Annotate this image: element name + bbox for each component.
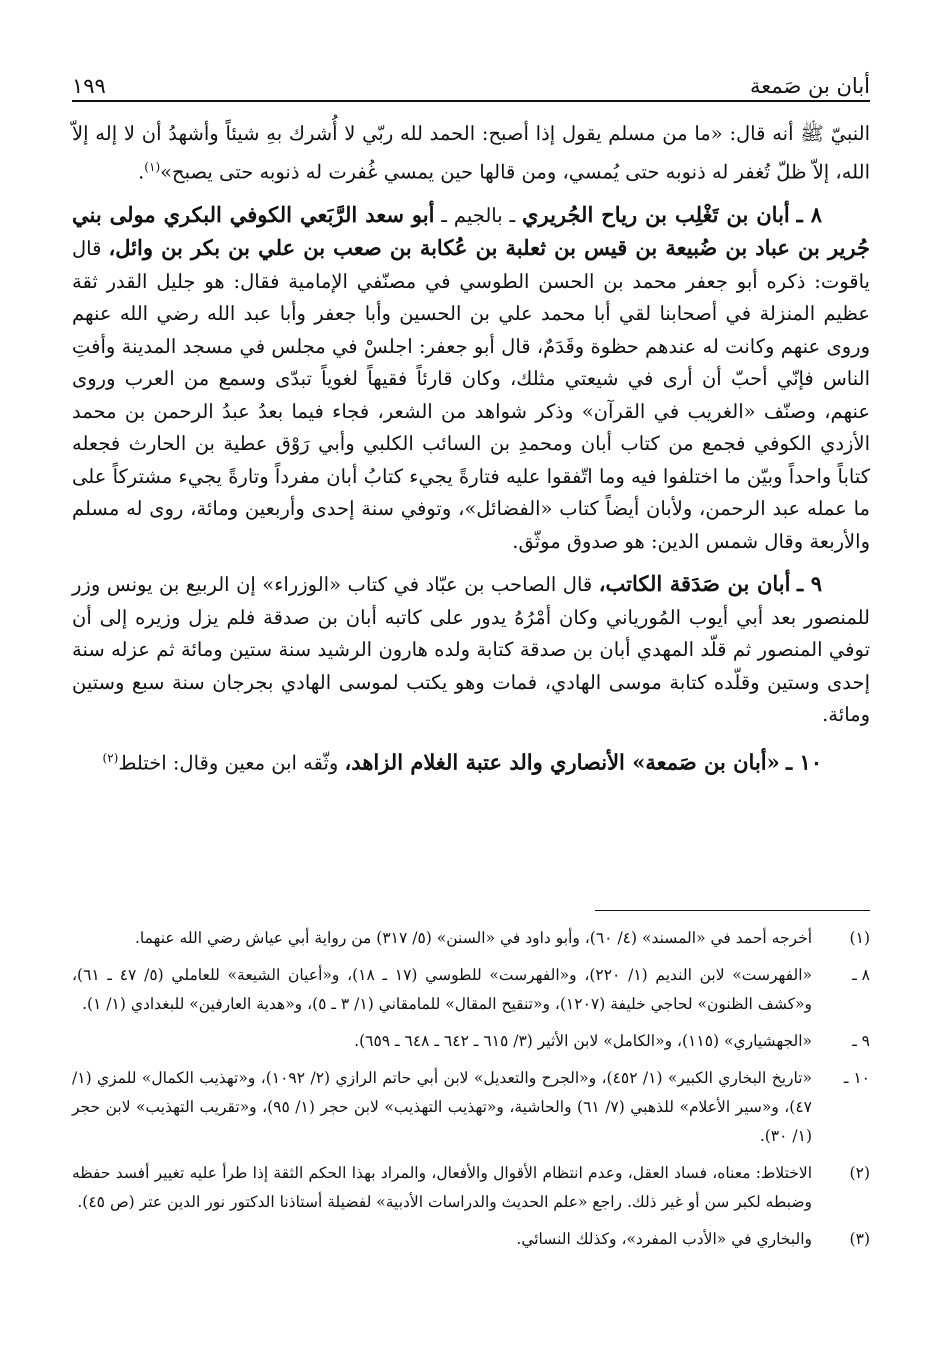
footnote xyxy=(72,1027,870,1056)
footnote-mark: ٨ ـ xyxy=(852,966,870,984)
footnote-text: «الفهرست» لابن النديم (١/ ٢٢٠)، و«الفهرست» للطوسي (١٧ ـ ١٨)، و«أعيان الشيعة» للعاملي (٥/ ٤٧ ـ ٦١)، و«كشف الظنون» لحاجي خليفة (١٢٠٧)، و«تنقيح المقال» للمامقاني (١/ ٣ ـ ٥)، و«هدية العارفين» للبغدادي (١/ ١). xyxy=(72,966,813,1013)
entry-name: أبان بن تَغْلِب بن رياح الجُريري xyxy=(522,201,790,227)
entry-name: «أبان بن صَمعة» الأنصاري والد عتبة الغلام الزاهد، xyxy=(344,749,780,774)
footnote xyxy=(72,1159,870,1217)
biography-entry-10 xyxy=(72,742,870,780)
entry-note: ـ بالجيم ـ xyxy=(434,203,523,227)
paragraph-text: النبيّ ﷺ أنه قال: «ما من مسلم يقول إذا أصبح: الحمد لله ربّي لا أُشرك بهِ شيئاً وأشهدُ أن لا إله إلاّ الله، إلاّ ظلّ تُغفر له ذنوبه حتى يُمسي، ومن قالها حين يمسي غُفرت له ذنوبه حتى يصبح» xyxy=(72,122,870,183)
footnote-text: «تاريخ البخاري الكبير» (١/ ٤٥٢)، و«الجرح والتعديل» لابن أبي حاتم الرازي (٢/ ١٠٩٢)، و«تهذيب الكمال» للمزي (١/ ٤٧)، و«سير الأعلام» للذهبي (٧/ ٦١) والحاشية، و«تهذيب التهذيب» لابن حجر (١/ ٩٥)، و«تقريب التهذيب» لابن حجر (١/ ٣٠). xyxy=(72,1069,813,1145)
page-number: ١٩٩ xyxy=(72,74,106,98)
biography-entry-9 xyxy=(72,568,870,732)
header-rule xyxy=(72,100,870,102)
footnote xyxy=(72,961,870,1019)
entry-text: قال الصاحب بن عبّاد في كتاب «الوزراء» إن الربيع بن يونس وزر للمنصور بعد أبي أيوب المُورياني وكان أمْرُهُ يدور على كاتبه أبان بن صدقة فلم يزل وزيره إلى أن توفي المنصور ثم قلّد المهدي أبان بن صدقة كتابة ولده هارون الرشيد سنة ستين ومائة ثم عزله سنة إحدى وستين وقلّده كتابة موسى الهادي، فمات وهو يكتب لموسى الهادي بجرجان سنة سبع وستين ومائة. xyxy=(72,573,870,726)
footnote-ref: (٢) xyxy=(102,750,119,765)
entry-number: ٩ ـ xyxy=(796,571,823,596)
footnote-rule xyxy=(595,910,870,911)
footnote-text: أخرجه أحمد في «المسند» (٤/ ٦٠)، وأبو داود في «السنن» (٥/ ٣١٧) من رواية أبي عياش رضي الله عنهما. xyxy=(134,929,812,947)
running-header xyxy=(72,58,870,98)
paragraph-tail: . xyxy=(138,160,145,183)
running-title: أبان بن صَمعة xyxy=(749,74,870,98)
footnote-mark: (٢) xyxy=(849,1164,870,1182)
entry-text: قال ياقوت: ذكره أبو جعفر محمد بن الحسن الطوسي في مصنّفي الإمامية فقال: هو جليل القدر ثقة عظيم المنزلة في أصحابنا لقي أبا محمد علي بن الحسين وأبا جعفر وأبا عبد الله رضي الله عنهم وروى عنهم وكانت له عندهم حظوة وقَدَمٌ، قال أبو جعفر: اجلسْ في مجلس في مسجد المدينة وأفتِ الناس فإنّي أحبّ أن أرى في شيعتي مثلك، وكان قارئاً فقيهاً لغوياً تبدّى وسمع من العرب وروى عنهم، وصنّف «الغريب في القرآن» وذكر شواهد من الشعر، فجاء فيما بعدُ عبدُ الرحمن بن محمد الأزدي الكوفي فجمع من كتاب أبان ومحمدِ بن السائب الكلبي وأبي رَوْق عطية بن الحارث فجعله كتاباً واحداً وبيّن ما اختلفوا فيه وما اتّفقوا عليه فتارةً يجيء كتابُ أبان مفرداً وتارةً يجيء مشتركاً على ما عمله عبد الرحمن، ولأبان أيضاً كتاب «الفضائل»، وتوفي سنة إحدى وأربعين ومائة، روى له مسلم والأربعة وقال شمس الدين: هو صدوق موثّق. xyxy=(72,237,870,553)
footnote xyxy=(72,1225,870,1254)
footnote-text: الاختلاط: معناه، فساد العقل، وعدم انتظام الأقوال والأفعال، والمراد بهذا الحكم الثقة إذا طرأ عليه تغيير أفسد حفظه وضبطه لكبر سن أو غير ذلك. راجع «علم الحديث والدراسات الأدبية» لفضيلة أستاذنا الدكتور نور الدين عتر (ص ٤٥). xyxy=(72,1164,812,1211)
footnote-mark: ٩ ـ xyxy=(852,1032,870,1050)
entry-name: أبان بن صَدَقة الكاتب، xyxy=(598,571,791,596)
biography-entry-8 xyxy=(72,199,870,559)
paragraph-continuation xyxy=(72,118,870,189)
entry-lineage: أبو سعد الرَّبَعي الكوفي البكري مولى بني جُرير بن عباد بن ضُبيعة بن قيس بن ثعلبة بن عُكابة بن صعب بن علي بن بكر بن وائل، xyxy=(72,201,870,260)
footnote-mark: (٣) xyxy=(849,1230,870,1248)
main-text xyxy=(72,118,870,790)
footnote xyxy=(72,924,870,953)
footnote xyxy=(72,1064,870,1151)
entry-number: ١٠ ـ xyxy=(785,749,822,774)
footnote-mark: ١٠ ـ xyxy=(843,1069,870,1087)
entry-text: وثّقه ابن معين وقال: اختلط xyxy=(118,751,345,774)
footnote-ref: (١) xyxy=(144,159,161,174)
footnote-text: «الجهشياري» (١١٥)، و«الكامل» لابن الأثير (٣/ ٦١٥ ـ ٦٤٢ ـ ٦٤٨ ـ ٦٥٩). xyxy=(354,1032,812,1050)
footnote-mark: (١) xyxy=(849,929,870,947)
footnote-text: والبخاري في «الأدب المفرد»، وكذلك النسائي. xyxy=(516,1230,812,1248)
footnotes xyxy=(72,924,870,1262)
entry-number: ٨ ـ xyxy=(796,201,823,227)
